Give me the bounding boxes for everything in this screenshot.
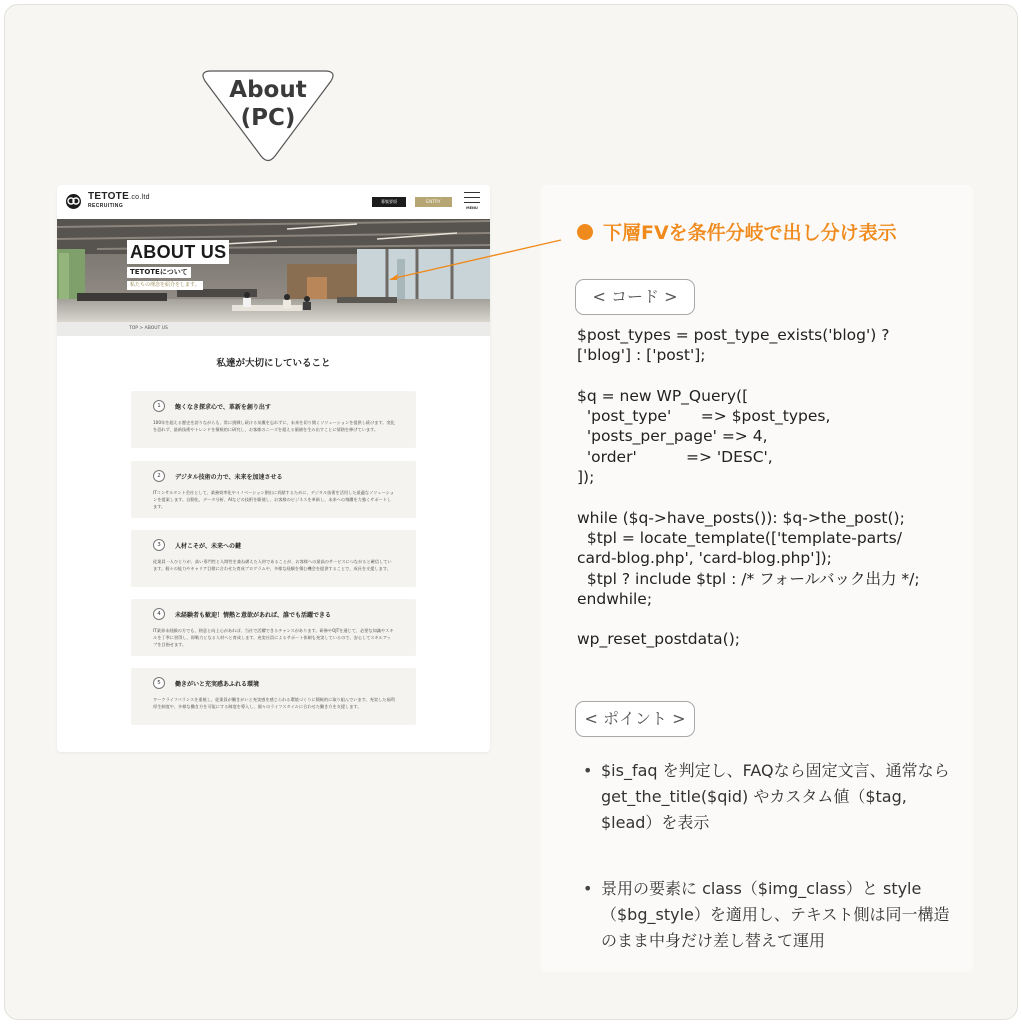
card-body: 100年を超える歴史を誇りながらも、常に挑戦し続ける気概を忘れずに、未来を切り開くソリューションを提供し続けます。変化を恐れず、最新技術やトレンドを積極的に研究し、お客様のニーズを超える価値を生み出すことに情熱を捧げています。: [153, 420, 395, 432]
hero-lead: 私たちの理念を紹介をします。: [127, 281, 203, 290]
value-card: [131, 668, 416, 725]
pointer-arrow: [385, 230, 565, 286]
site-header: [57, 185, 490, 219]
recruit-button[interactable]: 募集要項: [372, 197, 406, 207]
point-list: [601, 758, 961, 994]
card-number: 2: [153, 470, 165, 482]
section-title: 私達が大切にしていること: [216, 358, 331, 369]
code-block: $post_types = post_type_exists('blog') ? ['blog'] : ['post']; $q = new WP_Query([ 'post_type' => $post_types, 'posts_per_page' => 4, 'order' => 'DESC', ]); while ($q->have_posts()): $q->the_post(); $tpl = locate_template(['template-parts/ card-blog.php', 'card-blog.php']); $tpl ? include $tpl : /* フォールバック出力 */; endwhile; wp_reset_postdata();: [577, 326, 920, 649]
logo-text[interactable]: [88, 191, 150, 202]
card-body: IT業界未経験の方でも、熱意と向上心があれば、当社で活躍できるチャンスがあります。研修やOJTを通じて、必要な知識やスキルを丁寧に習得し、即戦力となる人材へと育成します。充実社員によるサポート体制も充実しているので、安心してスキルアップを目指せます。: [153, 628, 394, 647]
card-title: デジタル技術の力で、未来を加速させる: [175, 474, 283, 481]
explanation-panel: [541, 185, 973, 972]
entry-button[interactable]: ENTRY: [415, 197, 452, 207]
bullet-dot-icon: [577, 224, 593, 240]
card-title: 飽くなき探求心で、革新を創り出す: [175, 404, 271, 411]
canvas-board: [4, 4, 1018, 1020]
card-title: 人材こそが、未来への鍵: [175, 543, 242, 550]
breadcrumb-bar: [57, 322, 490, 336]
card-number: 1: [153, 400, 165, 412]
value-card: [131, 530, 416, 587]
fv-label: 下層FVを条件分岐で出し分け表示: [603, 222, 897, 244]
tag-line-1: About: [229, 77, 307, 103]
card-body: ITコンサルタント会社として、業務効率化やイノベーション創出に貢献するために、デジタル技術を活用した最適なソリューションを提案します。自動化、データ分析、AIなどの技術を駆使し、お客様のビジネスを革新し、未来への飛躍を力強くサポートします。: [153, 490, 394, 509]
tag-line-2: (PC): [240, 105, 296, 131]
card-number: 5: [153, 677, 165, 689]
page-tag: [197, 70, 339, 162]
logo-sub: RECRUITING: [88, 203, 124, 209]
point-section-label: < ポイント >: [575, 701, 695, 737]
code-section-label: < コード >: [575, 279, 695, 315]
card-body: ワークライフバランスを重視し、従業員が働きがいと充実感を感じられる環境づくりに積極的に取り組んでいます。充実した福利厚生制度や、多様な働き方を可能にする制度を導入し、個々のライフスタイルに合わせた働き方を支援します。: [153, 697, 395, 709]
breadcrumb[interactable]: TOP > ABOUT US: [129, 326, 168, 331]
card-title: 未経験者も歓迎！情熱と意欲があれば、誰でも活躍できる: [175, 612, 332, 619]
point-item: • $is_faq を判定し、FAQなら固定文言、通常なら get_the_title($qid) やカスタム値（$tag, $lead）を表示: [601, 758, 961, 836]
value-card: [131, 599, 416, 656]
hamburger-menu-icon[interactable]: [464, 192, 480, 204]
card-number: 3: [153, 539, 165, 551]
card-number: 4: [153, 608, 165, 620]
value-card: [131, 461, 416, 518]
card-title: 働きがいと充実感あふれる環境: [175, 681, 260, 688]
logo-icon: [65, 193, 82, 210]
logo-suffix: .co.ltd: [129, 194, 150, 201]
logo-name: TETOTE: [88, 191, 130, 202]
hero-tag: TETOTEについて: [127, 267, 191, 278]
menu-label: MENU: [466, 206, 478, 210]
value-card: [131, 391, 416, 448]
hero-title: ABOUT US: [127, 240, 229, 264]
card-body: 従業員一人ひとりが、高い専門性と人間性を兼ね備えた人材であることが、お客様への最高のサービスにつながると確信しています。個々の能力やキャリア目標に合わせた育成プログラムや、多様な経験を積む機会を提供することで、成長を支援します。: [153, 559, 392, 571]
point-item: • 景用の要素に class（$img_class）と style（$bg_style）を適用し、テキスト側は同一構造のまま中身だけ差し替えて運用: [601, 876, 961, 954]
